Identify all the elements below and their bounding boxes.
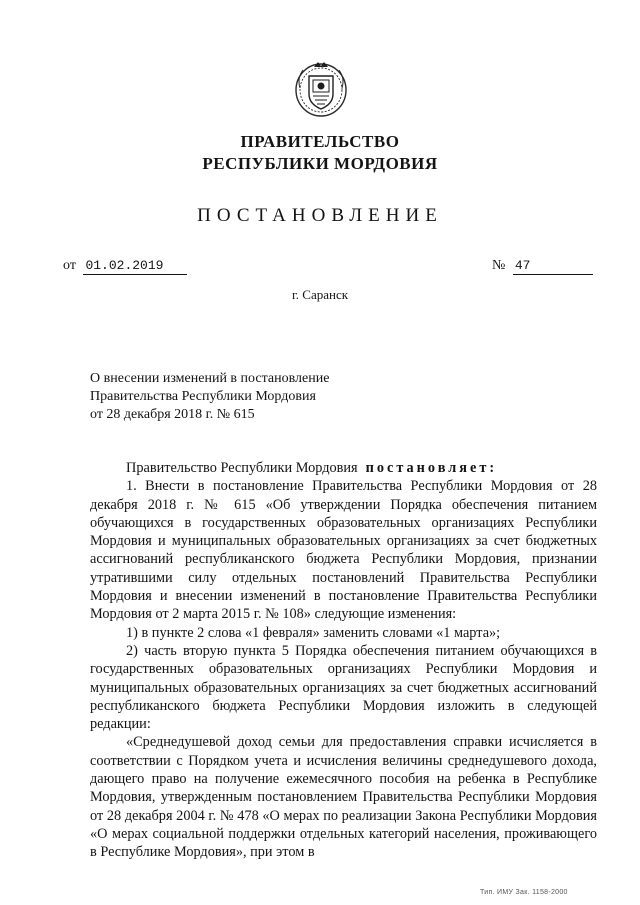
date-value: 01.02.2019 [83,258,187,275]
document-subject [90,370,390,424]
number-prefix: № [492,258,506,273]
number-field [492,256,593,276]
subject-line3: от 28 декабря 2018 г. № 615 [90,407,255,422]
document-body [90,459,597,862]
coat-of-arms-icon [294,58,348,118]
intro-text: Правительство Республики Мордовия [126,460,358,476]
paragraph-4: «Среднедушевой доход семьи для предоставления справки исчисляется в соответствии с Порядком учета и исчисления величины среднедушевого дохода, дающего право на получение ежемесячного пособия на ребенка в Республике Мордовия, утвержденным постановлением Правительства Республики Мордовия от 28 декабря 2004 г. № 478 «О мерах по реализации Закона Республики Мордовия «О мерах социальной поддержки отдельных категорий населения, проживающего в Республике Мордовия», при этом в [90,734,597,861]
number-value: 47 [513,258,593,275]
subject-line1: О внесении изменений в постановление [90,371,330,386]
document-type-title: ПОСТАНОВЛЕНИЕ [197,205,443,226]
city-label: г. Саранск [291,287,349,302]
print-mark: Тип. ИМУ Зак. 1158-2000 [480,889,568,896]
subject-line2: Правительства Республики Мордовия [90,389,316,404]
date-prefix: от [63,258,76,273]
paragraph-3: 2) часть вторую пункта 5 Порядка обеспечения питанием обучающихся в государственных образовательных организациях Республики Мордовия и муниципальных образовательных организациях за счет бюджетных ассигнований республиканского бюджета Республики Мордовия изложить в следующей редакции: [90,642,597,733]
government-title-line2: РЕСПУБЛИКИ МОРДОВИЯ [202,154,438,173]
date-field [63,256,187,276]
paragraph-1: 1. Внести в постановление Правительства Республики Мордовия от 28 декабря 2018 г. № 615 «Об утверждении Порядка обеспечения питанием обучающихся в государственных образовательных организациях Республики Мордовия и муниципальных образовательных организациях за счет бюджетных ассигнований республиканского бюджета Республики Мордовия, признании утратившими силу отдельных постановлений Правительства Республики Мордовия и внесении изменений в постановление Правительства Республики Мордовия от 2 марта 2015 г. № 108» следующие изменения: [90,478,597,623]
intro-paragraph [90,459,597,477]
paragraph-2: 1) в пункте 2 слова «1 февраля» заменить словами «1 марта»; [126,624,501,641]
government-title-line1: ПРАВИТЕЛЬСТВО [240,132,400,151]
intro-keyword: постановляет: [365,460,498,476]
